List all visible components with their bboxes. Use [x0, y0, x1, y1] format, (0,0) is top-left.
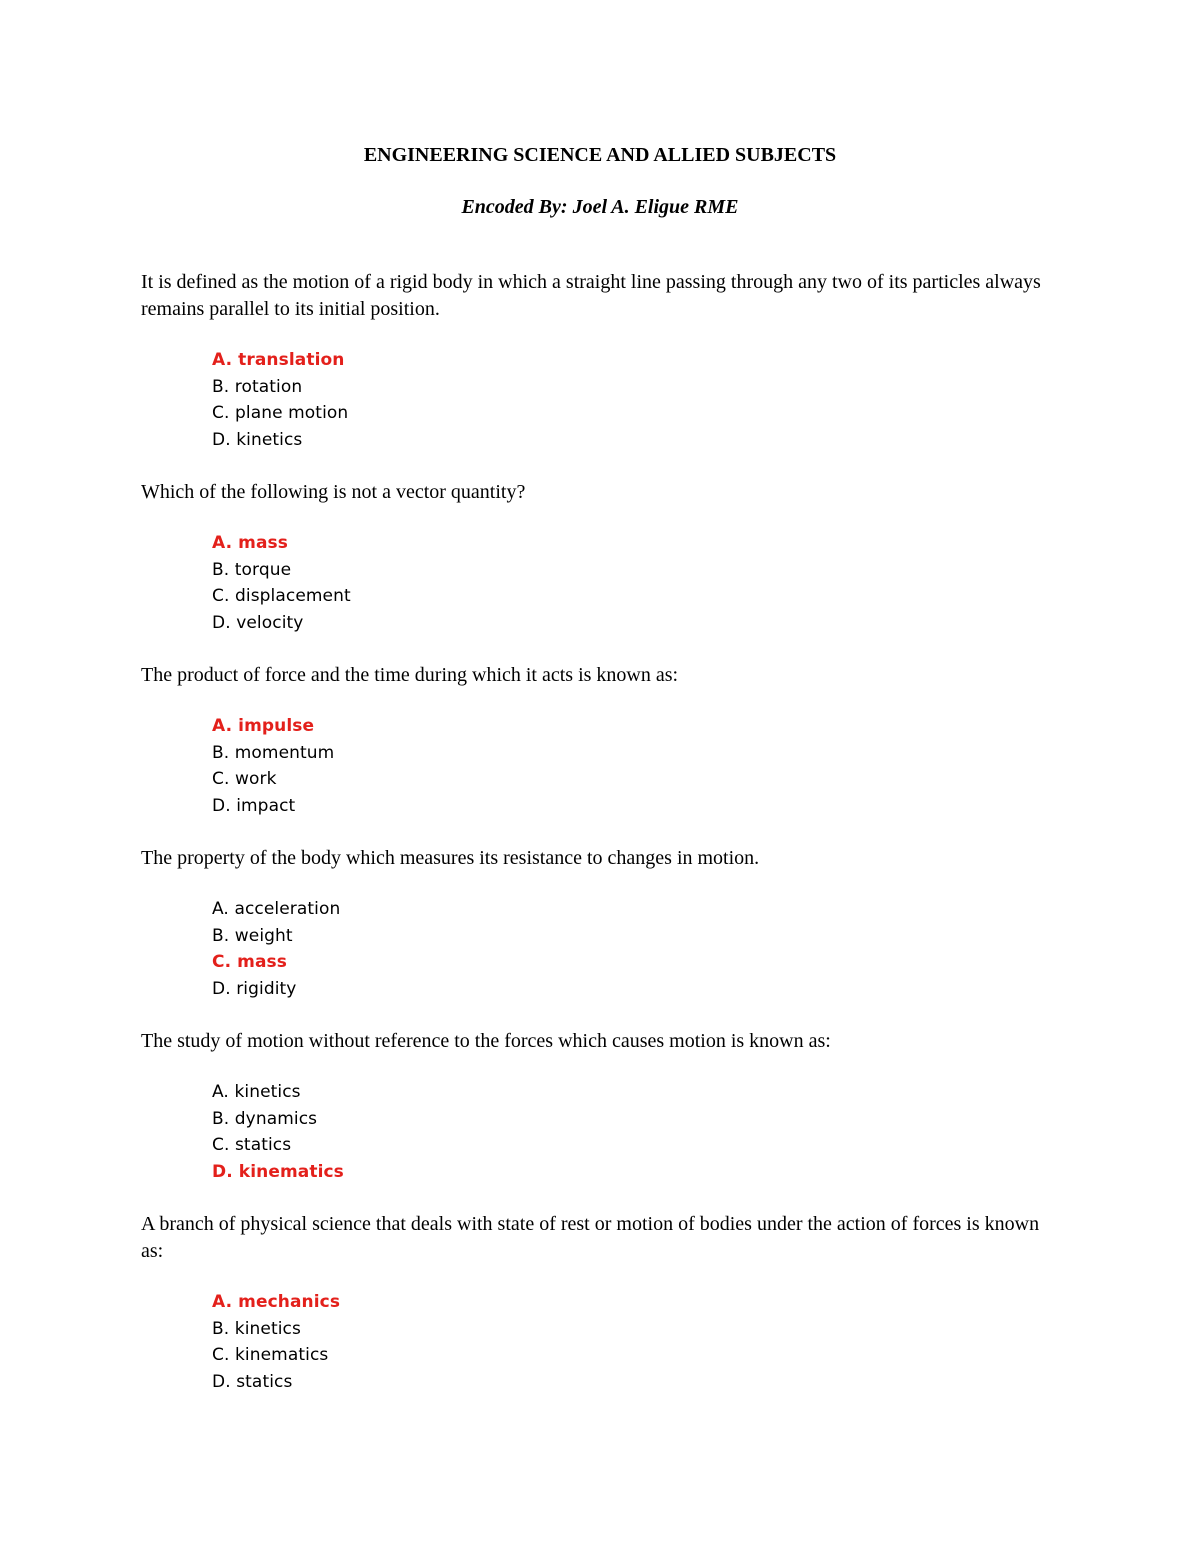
question-text: A branch of physical science that deals with state of rest or motion of bodies under the action of forces is known as: — [141, 1213, 1040, 1262]
question-item — [141, 1211, 1061, 1395]
answer-choice: A. translation — [212, 350, 345, 370]
answer-choice: D. kinematics — [212, 1161, 344, 1182]
answer-choice: B. dynamics — [212, 1108, 318, 1129]
question-item — [141, 479, 1061, 636]
answer-choice: D. impact — [212, 795, 296, 816]
answer-choice: D. statics — [212, 1371, 293, 1392]
question-text: The property of the body which measures its resistance to changes in motion. — [141, 847, 760, 869]
question-text: It is defined as the motion of a rigid body in which a straight line passing through any two of its particles always remains parallel to its initial position. — [141, 271, 1041, 320]
answer-choice: A. mass — [212, 533, 288, 553]
answer-choice: C. plane motion — [212, 403, 349, 423]
question-list — [141, 269, 1061, 1421]
document-title: ENGINEERING SCIENCE AND ALLIED SUBJECTS — [363, 144, 837, 166]
answer-choice: A. impulse — [212, 716, 315, 736]
answer-choice: B. kinetics — [212, 1318, 301, 1339]
answer-choice: C. work — [212, 769, 277, 789]
answer-choice: D. velocity — [212, 612, 304, 633]
choice-list — [141, 1289, 1061, 1395]
choice-list — [141, 1079, 1061, 1185]
choice-list — [141, 530, 1061, 636]
answer-choice: C. displacement — [212, 586, 351, 606]
answer-choice: B. rotation — [212, 376, 303, 397]
question-text: The study of motion without reference to the forces which causes motion is known as: — [141, 1030, 831, 1052]
answer-choice: C. statics — [212, 1135, 292, 1155]
answer-choice: D. kinetics — [212, 429, 303, 450]
answer-choice: B. momentum — [212, 742, 335, 763]
question-text: The product of force and the time during which it acts is known as: — [141, 664, 679, 686]
answer-choice: C. mass — [212, 952, 287, 972]
answer-choice: A. kinetics — [212, 1082, 301, 1102]
question-item — [141, 269, 1061, 453]
choice-list — [141, 896, 1061, 1002]
question-item — [141, 1028, 1061, 1185]
question-text: Which of the following is not a vector quantity? — [141, 481, 526, 503]
answer-choice: C. kinematics — [212, 1345, 329, 1365]
answer-choice: B. torque — [212, 559, 292, 580]
question-item — [141, 662, 1061, 819]
answer-choice: A. acceleration — [212, 899, 341, 919]
document-subtitle: Encoded By: Joel A. Eligue RME — [461, 196, 739, 218]
answer-choice: A. mechanics — [212, 1292, 341, 1312]
choice-list — [141, 713, 1061, 819]
answer-choice: D. rigidity — [212, 978, 297, 999]
answer-choice: B. weight — [212, 925, 293, 946]
choice-list — [141, 347, 1061, 453]
question-item — [141, 845, 1061, 1002]
